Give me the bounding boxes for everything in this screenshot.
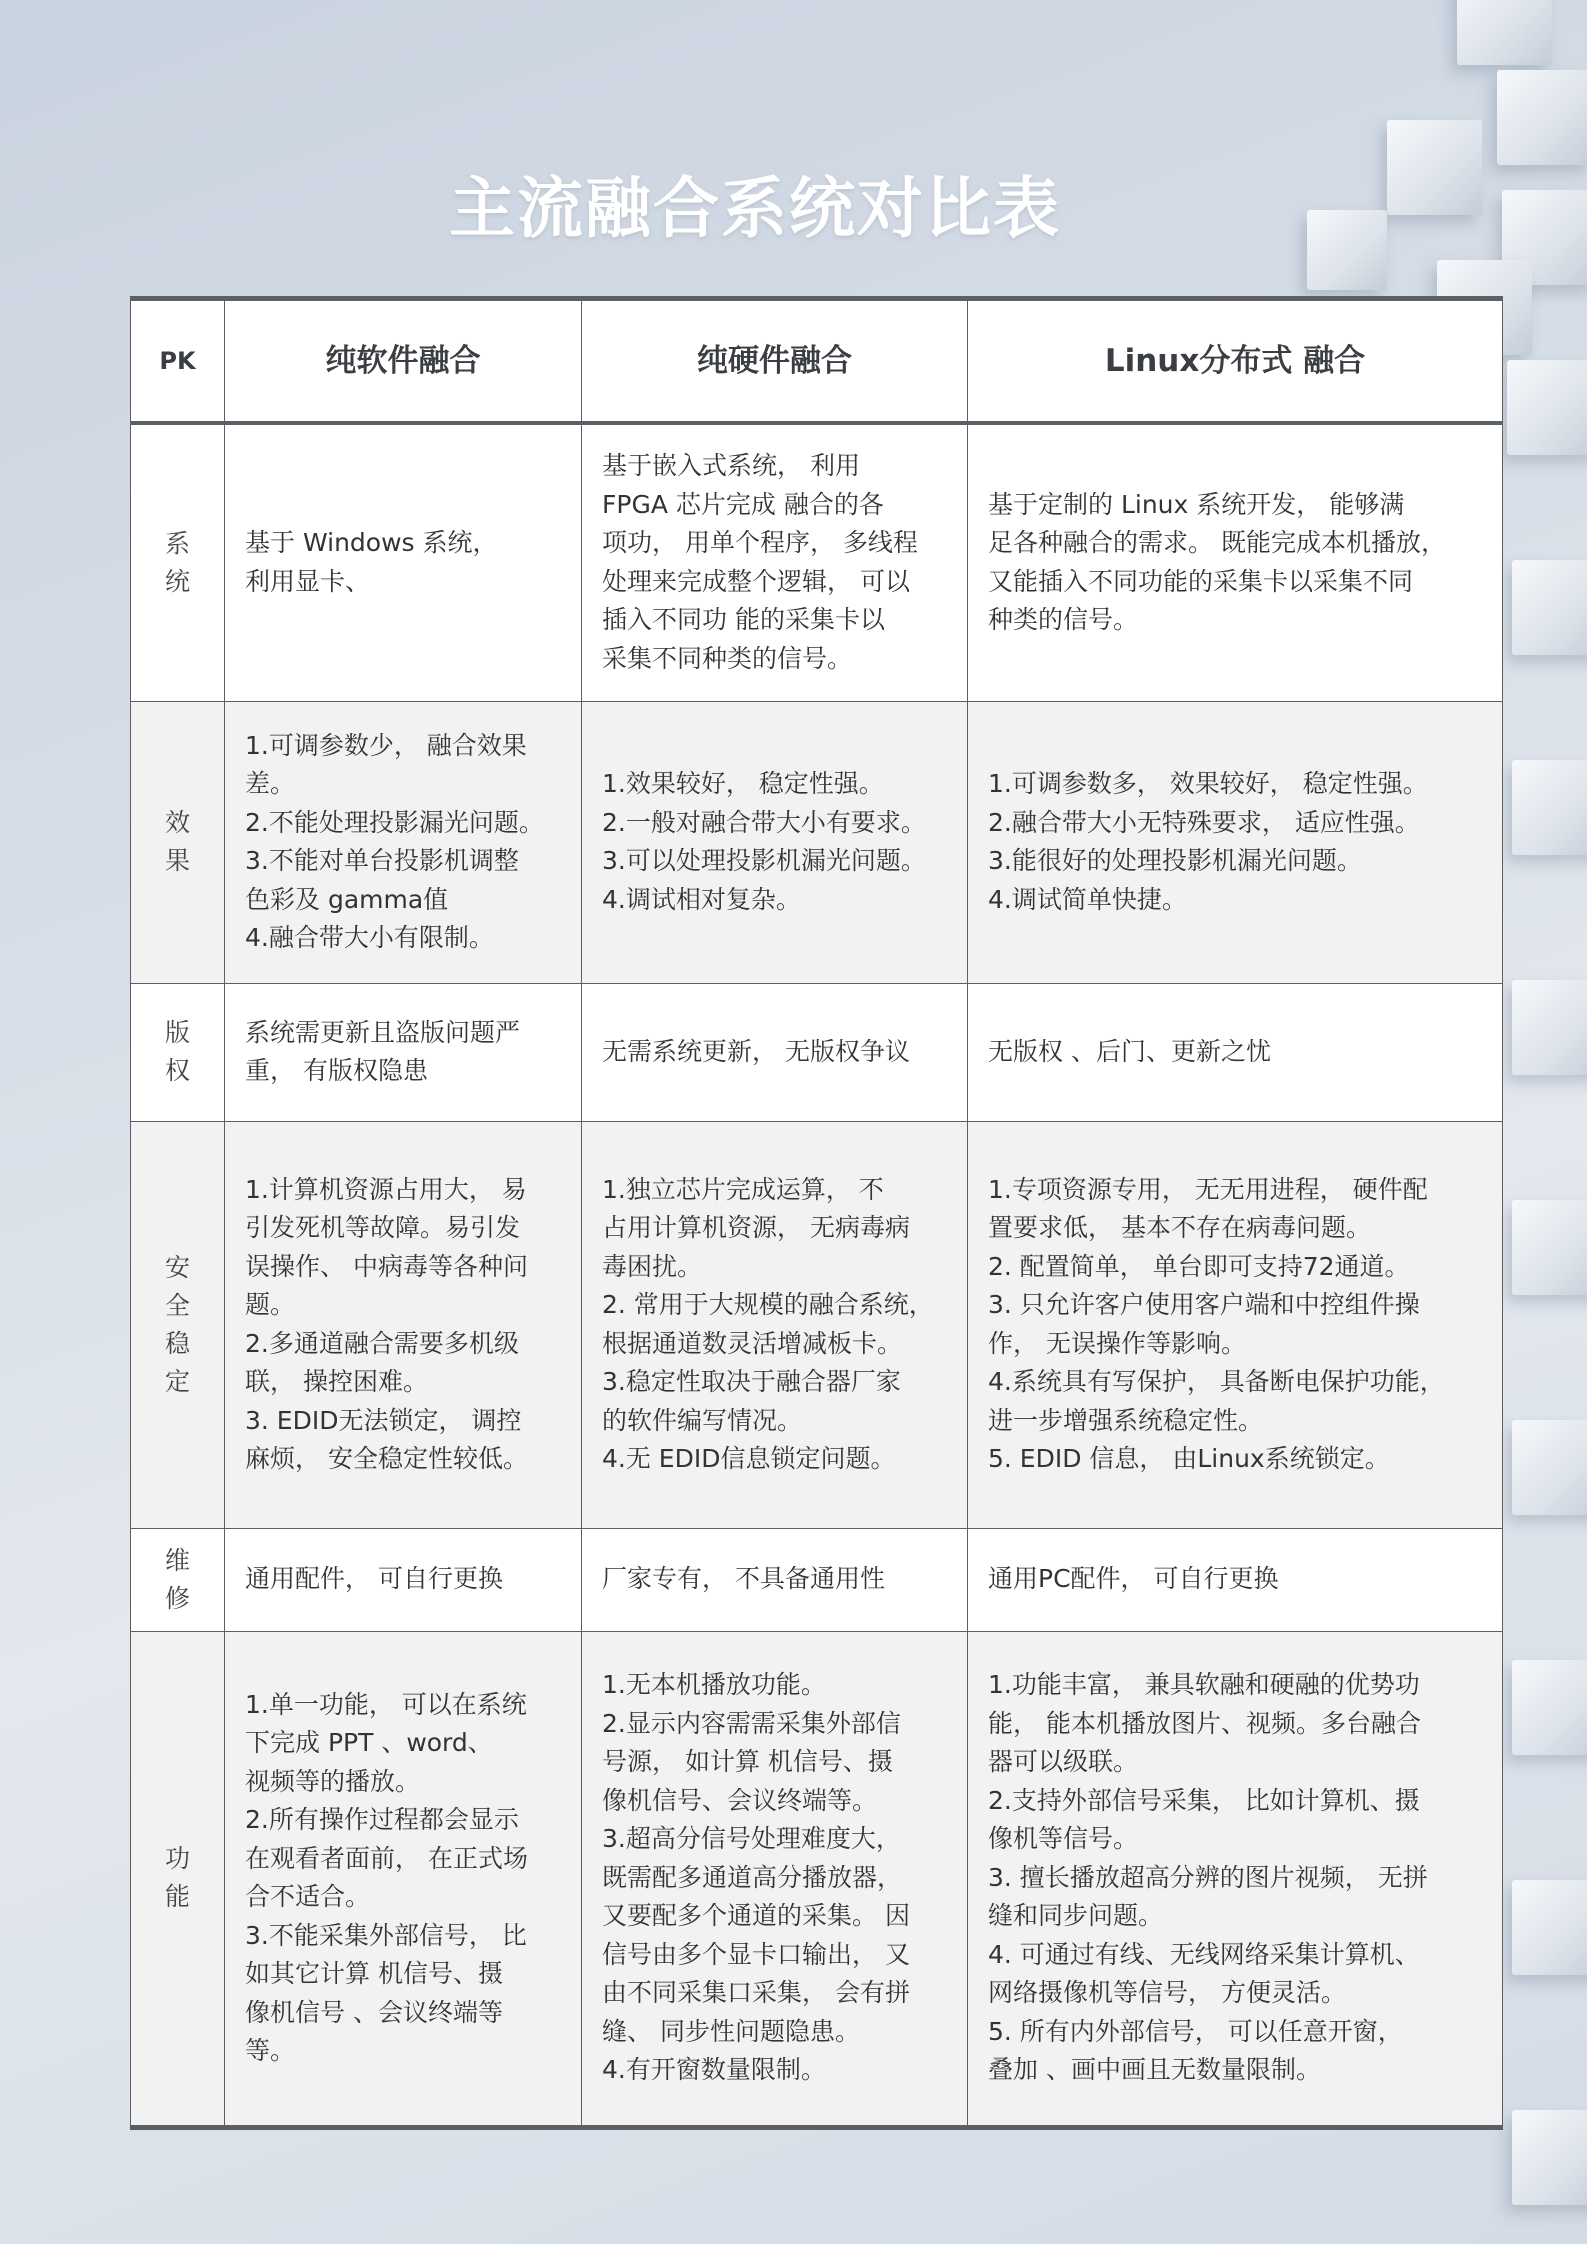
cell-security-linux [968, 1121, 1503, 1528]
row-label-security [131, 1121, 225, 1528]
cell-line: 基于定制的 Linux 系统开发， 能够满 [988, 489, 1405, 519]
cell-line: 处理来完成整个逻辑， 可以 [602, 566, 910, 596]
header-pk: PK [131, 299, 225, 424]
cell-line: 号源， 如计算 机信号、摄 [602, 1747, 893, 1777]
cell-line: 无需系统更新， 无版权争议 [602, 1036, 910, 1066]
cell-line: 足各种融合的需求。 既能完成本机播放， [988, 528, 1446, 558]
cell-line: 像机信号 、会议终端等 [245, 1997, 503, 2027]
table-row-function [131, 1631, 1503, 2127]
cell-line: 厂家专有， 不具备通用性 [602, 1564, 885, 1594]
table-row-security [131, 1121, 1503, 1528]
cell-copyright-software [225, 983, 582, 1121]
cell-line: 1.专项资源专用， 无无用进程， 硬件配 [988, 1174, 1428, 1204]
cell-line: 重， 有版权隐患 [245, 1056, 428, 1085]
cell-line: 5. EDID 信息， 由Linux系统锁定。 [988, 1444, 1390, 1473]
cell-system-hardware [582, 423, 968, 701]
cell-function-hardware [582, 1631, 968, 2127]
cell-line: 又能插入不同功能的采集卡以采集不同 [988, 566, 1414, 596]
cell-line: 2.所有操作过程都会显示 [245, 1805, 519, 1834]
cell-line: 项功， 用单个程序， 多线程 [602, 528, 918, 558]
cell-line: 通用PC配件， 可自行更换 [988, 1564, 1279, 1594]
cell-line: 1.计算机资源占用大， 易 [245, 1174, 527, 1204]
cell-line: 3.超高分信号处理难度大， [602, 1824, 901, 1854]
row-label-char: 统 [164, 566, 190, 596]
cell-line: 缝和同步问题。 [988, 1901, 1164, 1931]
cell-line: 网络摄像机等信号， 方便灵活。 [988, 1978, 1346, 2008]
header-hardware-fusion: 纯硬件融合 [582, 299, 968, 424]
cell-line: 像机等信号。 [988, 1824, 1139, 1854]
cell-line: 进一步增强系统稳定性。 [988, 1405, 1264, 1435]
comparison-table [130, 296, 1503, 2130]
cell-line: 视频等的播放。 [245, 1766, 421, 1796]
cell-line: 根据通道数灵活增减板卡。 [602, 1328, 903, 1358]
row-label-char: 稳 [164, 1328, 190, 1358]
table-row-effect [131, 701, 1503, 983]
row-label-char: 全 [164, 1290, 190, 1320]
cell-line: 麻烦， 安全稳定性较低。 [245, 1444, 528, 1473]
cell-line: 的软件编写情况。 [602, 1405, 803, 1435]
cell-system-software [225, 423, 582, 701]
cell-line: 联， 操控困难。 [245, 1367, 428, 1396]
cell-line: 基于 Windows 系统， [245, 528, 498, 558]
row-label-maintenance [131, 1528, 225, 1631]
cell-function-linux [968, 1631, 1503, 2127]
row-label-char: 维 [164, 1545, 190, 1575]
cell-maintenance-software [225, 1528, 582, 1631]
cell-line: 占用计算机资源， 无病毒病 [602, 1213, 910, 1242]
cell-line: 3.不能对单台投影机调整 [245, 846, 519, 875]
cell-line: 利用显卡、 [245, 566, 371, 596]
header-software-fusion: 纯软件融合 [225, 299, 582, 424]
cell-line: 种类的信号。 [988, 605, 1139, 635]
cell-line: 3.可以处理投影机漏光问题。 [602, 846, 926, 875]
row-label-char: 安 [164, 1252, 190, 1282]
row-label-char: 效 [164, 808, 190, 837]
cell-line: 采集不同种类的信号。 [602, 643, 853, 673]
cell-line: 缝、 同步性问题隐患。 [602, 2016, 860, 2046]
cell-line: 信号由多个显卡口输出， 又 [602, 1939, 910, 1969]
row-label-char: 系 [164, 528, 190, 558]
cell-line: 3.能很好的处理投影机漏光问题。 [988, 846, 1362, 875]
cell-line: 2.一般对融合带大小有要求。 [602, 807, 926, 837]
row-label-char: 权 [164, 1056, 190, 1085]
cell-line: 下完成 PPT 、word、 [245, 1728, 493, 1757]
cell-line: 1.功能丰富， 兼具软融和硬融的优势功 [988, 1670, 1420, 1700]
table-row-system [131, 423, 1503, 701]
row-label-function [131, 1631, 225, 2127]
cell-line: 3.不能采集外部信号， 比 [245, 1920, 527, 1950]
cell-line: 插入不同功 能的采集卡以 [602, 605, 885, 635]
cell-line: 4.调试简单快捷。 [988, 884, 1187, 914]
table-body [131, 423, 1503, 2127]
cell-line: 叠加 、画中画且无数量限制。 [988, 2055, 1321, 2085]
cell-security-hardware [582, 1121, 968, 1528]
cell-line: 5. 所有内外部信号， 可以任意开窗， [988, 2016, 1403, 2046]
cell-effect-hardware [582, 701, 968, 983]
table-row-maintenance [131, 1528, 1503, 1631]
table-header-row [131, 299, 1503, 424]
cell-line: 能， 能本机播放图片、视频。多台融合 [988, 1708, 1421, 1738]
row-label-char: 果 [164, 846, 190, 875]
cell-line: FPGA 芯片完成 融合的各 [602, 489, 884, 519]
cell-line: 4.系统具有写保护， 具备断电保护功能， [988, 1367, 1445, 1396]
cell-line: 4. 可通过有线、无线网络采集计算机、 [988, 1939, 1420, 1969]
cell-line: 系统需更新且盗版问题严 [245, 1017, 521, 1047]
row-label-char: 定 [164, 1366, 190, 1396]
cell-line: 1.独立芯片完成运算， 不 [602, 1174, 884, 1204]
cell-line: 2. 常用于大规模的融合系统， [602, 1290, 934, 1319]
cell-line: 2.融合带大小无特殊要求， 适应性强。 [988, 807, 1420, 837]
cell-line: 既需配多通道高分播放器， [602, 1862, 903, 1892]
row-label-char: 能 [164, 1882, 190, 1911]
cell-line: 像机信号、会议终端等。 [602, 1785, 878, 1815]
header-linux-fusion: Linux分布式 融合 [968, 299, 1503, 424]
cell-line: 如其它计算 机信号、摄 [245, 1959, 503, 1988]
cell-line: 3.稳定性取决于融合器厂家 [602, 1367, 901, 1396]
cell-line: 色彩及 gamma值 [245, 884, 449, 914]
cell-system-linux [968, 423, 1503, 701]
cell-line: 1.可调参数多， 效果较好， 稳定性强。 [988, 769, 1428, 798]
cell-line: 在观看者面前， 在正式场 [245, 1843, 528, 1873]
cell-line: 4.无 EDID信息锁定问题。 [602, 1444, 896, 1473]
cell-line: 2.显示内容需需采集外部信 [602, 1708, 901, 1738]
cell-effect-linux [968, 701, 1503, 983]
row-label-effect [131, 701, 225, 983]
cell-line: 置要求低， 基本不存在病毒问题。 [988, 1213, 1371, 1242]
cell-line: 2.支持外部信号采集， 比如计算机、摄 [988, 1785, 1420, 1815]
cell-line: 误操作、 中病毒等各种问 [245, 1251, 528, 1281]
cell-line: 题。 [245, 1290, 296, 1319]
row-label-system [131, 423, 225, 701]
cell-line: 由不同采集口采集， 会有拼 [602, 1978, 910, 2008]
cell-security-software [225, 1121, 582, 1528]
cell-effect-software [225, 701, 582, 983]
cell-line: 1.可调参数少， 融合效果 [245, 730, 527, 760]
cell-line: 作， 无误操作等影响。 [988, 1328, 1246, 1358]
cell-copyright-linux [968, 983, 1503, 1121]
cell-function-software [225, 1631, 582, 2127]
cell-copyright-hardware [582, 983, 968, 1121]
cell-maintenance-hardware [582, 1528, 968, 1631]
cell-line: 差。 [245, 769, 296, 798]
cell-line: 4.融合带大小有限制。 [245, 923, 494, 952]
cell-line: 基于嵌入式系统， 利用 [602, 451, 860, 481]
cell-line: 毒困扰。 [602, 1251, 703, 1281]
cell-line: 合不适合。 [245, 1882, 371, 1911]
cell-line: 3. 只允许客户使用客户端和中控组件操 [988, 1290, 1420, 1319]
cell-line: 2.多通道融合需要多机级 [245, 1328, 519, 1358]
cell-line: 2. 配置简单， 单台即可支持72通道。 [988, 1251, 1410, 1281]
cell-maintenance-linux [968, 1528, 1503, 1631]
cell-line: 4.调试相对复杂。 [602, 884, 801, 914]
row-label-char: 功 [164, 1844, 190, 1873]
table-row-copyright [131, 983, 1503, 1121]
cell-line: 1.效果较好， 稳定性强。 [602, 769, 884, 798]
cell-line: 4.有开窗数量限制。 [602, 2055, 826, 2085]
cell-line: 又要配多个通道的采集。 因 [602, 1901, 910, 1931]
cell-line: 通用配件， 可自行更换 [245, 1564, 503, 1594]
cell-line: 1.单一功能， 可以在系统 [245, 1689, 527, 1719]
cell-line: 引发死机等故障。易引发 [245, 1213, 521, 1242]
row-label-char: 版 [164, 1018, 190, 1047]
cell-line: 3. 擅长播放超高分辨的图片视频， 无拼 [988, 1862, 1428, 1892]
cell-line: 无版权 、后门、更新之忧 [988, 1036, 1271, 1066]
row-label-copyright [131, 983, 225, 1121]
page-title: 主流融合系统对比表 [449, 170, 1061, 247]
cell-line: 器可以级联。 [988, 1747, 1139, 1777]
cell-line: 2.不能处理投影漏光问题。 [245, 807, 544, 837]
row-label-char: 修 [164, 1583, 190, 1613]
cell-line: 等。 [245, 2036, 296, 2065]
cell-line: 3. EDID无法锁定， 调控 [245, 1405, 522, 1435]
cell-line: 1.无本机播放功能。 [602, 1670, 826, 1700]
